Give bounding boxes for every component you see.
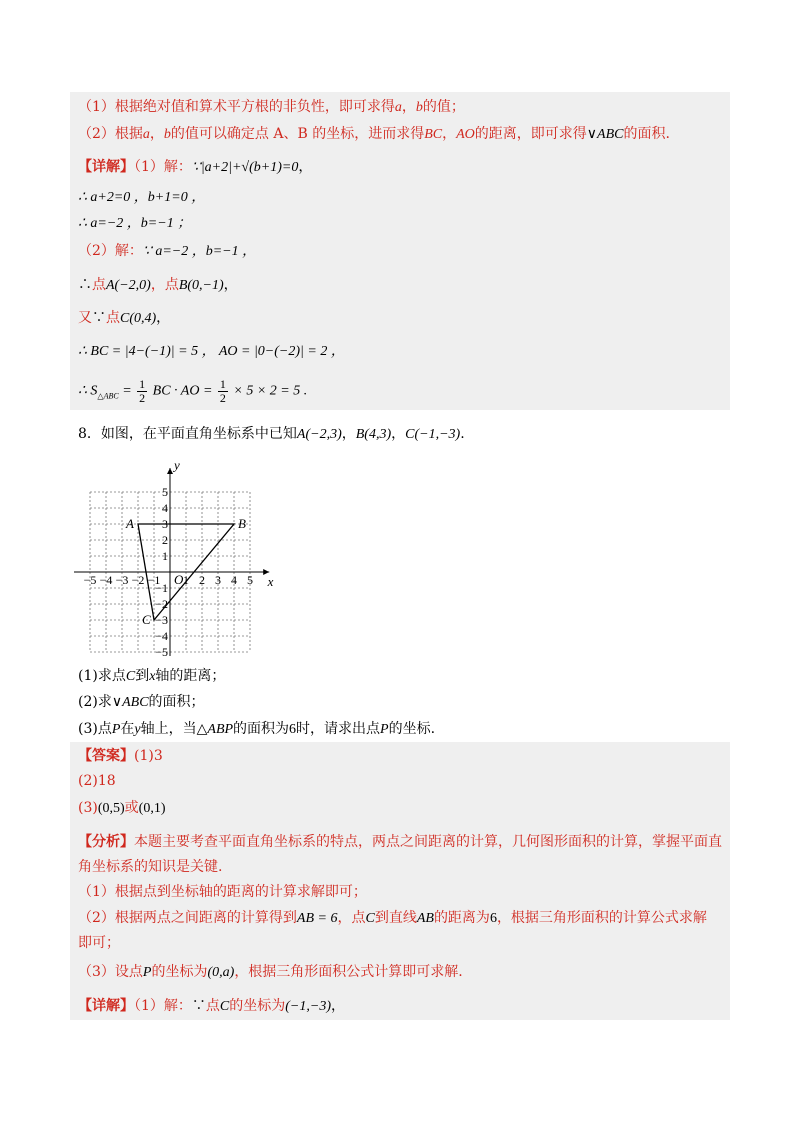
analysis-line-1: 【分析】本题主要考查平面直角坐标系的特点，两点之间距离的计算，几何图形面积的计算，掌握平面直: [78, 834, 722, 850]
y-tick-label: −4: [155, 629, 168, 643]
box1-line-5: ∴ a=−2 ，b=−1 ；: [78, 216, 192, 231]
x-axis-label: x: [267, 574, 274, 589]
answer-2: (2)18: [78, 773, 116, 789]
x-tick-label: −3: [115, 573, 129, 587]
box1-line-7: ∴点A(−2,0)，点B(0,−1)，: [78, 277, 238, 293]
analysis-line-3: （1）根据点到坐标轴的距离的计算求解即可；: [78, 884, 367, 900]
box1-line-6: （2）解：∵ a=−2 ，b=−1 ，: [78, 243, 257, 259]
y-tick-label: −2: [155, 597, 168, 611]
point-a-label: A: [126, 516, 134, 531]
x-tick-label: 4: [231, 573, 237, 587]
y-axis-arrow: [167, 468, 173, 474]
question-8-stem: 8．如图，在平面直角坐标系中已知A(−2,3)，B(4,3)，C(−1,−3).: [78, 426, 465, 442]
fraction-half: $\frac{1}{2}$: [139, 377, 146, 405]
analysis-line-6: （3）设点P的坐标为(0,a)，根据三角形面积公式计算即可求解.: [78, 964, 463, 980]
x-tick-label: −2: [131, 573, 145, 587]
point-b-label: B: [238, 516, 246, 531]
y-tick-label: 3: [162, 517, 168, 531]
x-tick-label: 1: [183, 573, 189, 587]
part-1: (1)求点C到x轴的距离；: [78, 668, 226, 684]
box1-line-4: ∴ a+2=0 ，b+1=0 ，: [78, 190, 206, 205]
analysis-line-2: 角坐标系的知识是关键.: [78, 859, 223, 875]
y-tick-label: 2: [162, 533, 168, 547]
y-tick-label: −1: [155, 581, 168, 595]
box1-line-9: ∴ BC = |4−(−1)| = 5 ， AO = |0−(−2)| = 2 ，: [78, 344, 345, 359]
x-tick-label: −1: [147, 573, 161, 587]
fraction-half-2: $\frac{1}{2}$: [219, 377, 226, 405]
box1-line-1: （1）根据绝对值和算术平方根的非负性，即可求得a，b的值；: [78, 99, 465, 115]
y-axis-label: y: [174, 457, 180, 473]
x-tick-label: −4: [99, 573, 113, 587]
box1-line-10: ∴ $S_{\triangle ABC}$ = $\frac{1}{2}$ BC · AO = $\frac{1}{2}$ × 5 × 2 = 5 .: [78, 377, 308, 405]
box1-line-3: 【详解】（1）解：∵|a+2|+√(b+1)=0，: [78, 159, 313, 175]
x-tick-label: −5: [83, 573, 97, 587]
answer-1: 【答案】(1)3: [78, 748, 163, 764]
y-tick-label: −5: [155, 645, 168, 656]
part-3: (3)点P在y轴上，当△ABP的面积为6时，请求出点P的坐标.: [78, 721, 436, 737]
analysis-line-4: （2）根据两点之间距离的计算得到AB = 6，点C到直线AB的距离为6，根据三角形面积的计算公式求解: [78, 910, 707, 926]
coordinate-graph: [70, 456, 280, 656]
detail-line-1: 【详解】（1）解：∵点C的坐标为(−1,−3)，: [78, 998, 345, 1014]
axes: [74, 468, 269, 656]
x-tick-label: 2: [199, 573, 205, 587]
y-tick-label: −3: [155, 613, 168, 627]
y-tick-label: 4: [162, 501, 168, 515]
tick-labels: [84, 458, 274, 656]
box1-line-2: （2）根据a，b的值可以确定点 A、B 的坐标，进而求得BC，AO的距离，即可求得∨ABC的面积.: [78, 126, 670, 142]
x-tick-label: 5: [247, 573, 253, 587]
y-tick-label: 5: [162, 485, 168, 499]
box1-line-8: 又∵点C(0,4)，: [78, 310, 171, 326]
point-c-label: C: [142, 612, 151, 627]
answer-3: (3)(0,5)或(0,1): [78, 800, 166, 816]
y-tick-label: 1: [162, 549, 168, 563]
part-2: (2)求∨ABC的面积；: [78, 694, 205, 710]
analysis-line-5: 即可；: [78, 935, 120, 951]
origin-label: O: [174, 572, 184, 587]
x-tick-label: 3: [215, 573, 221, 587]
